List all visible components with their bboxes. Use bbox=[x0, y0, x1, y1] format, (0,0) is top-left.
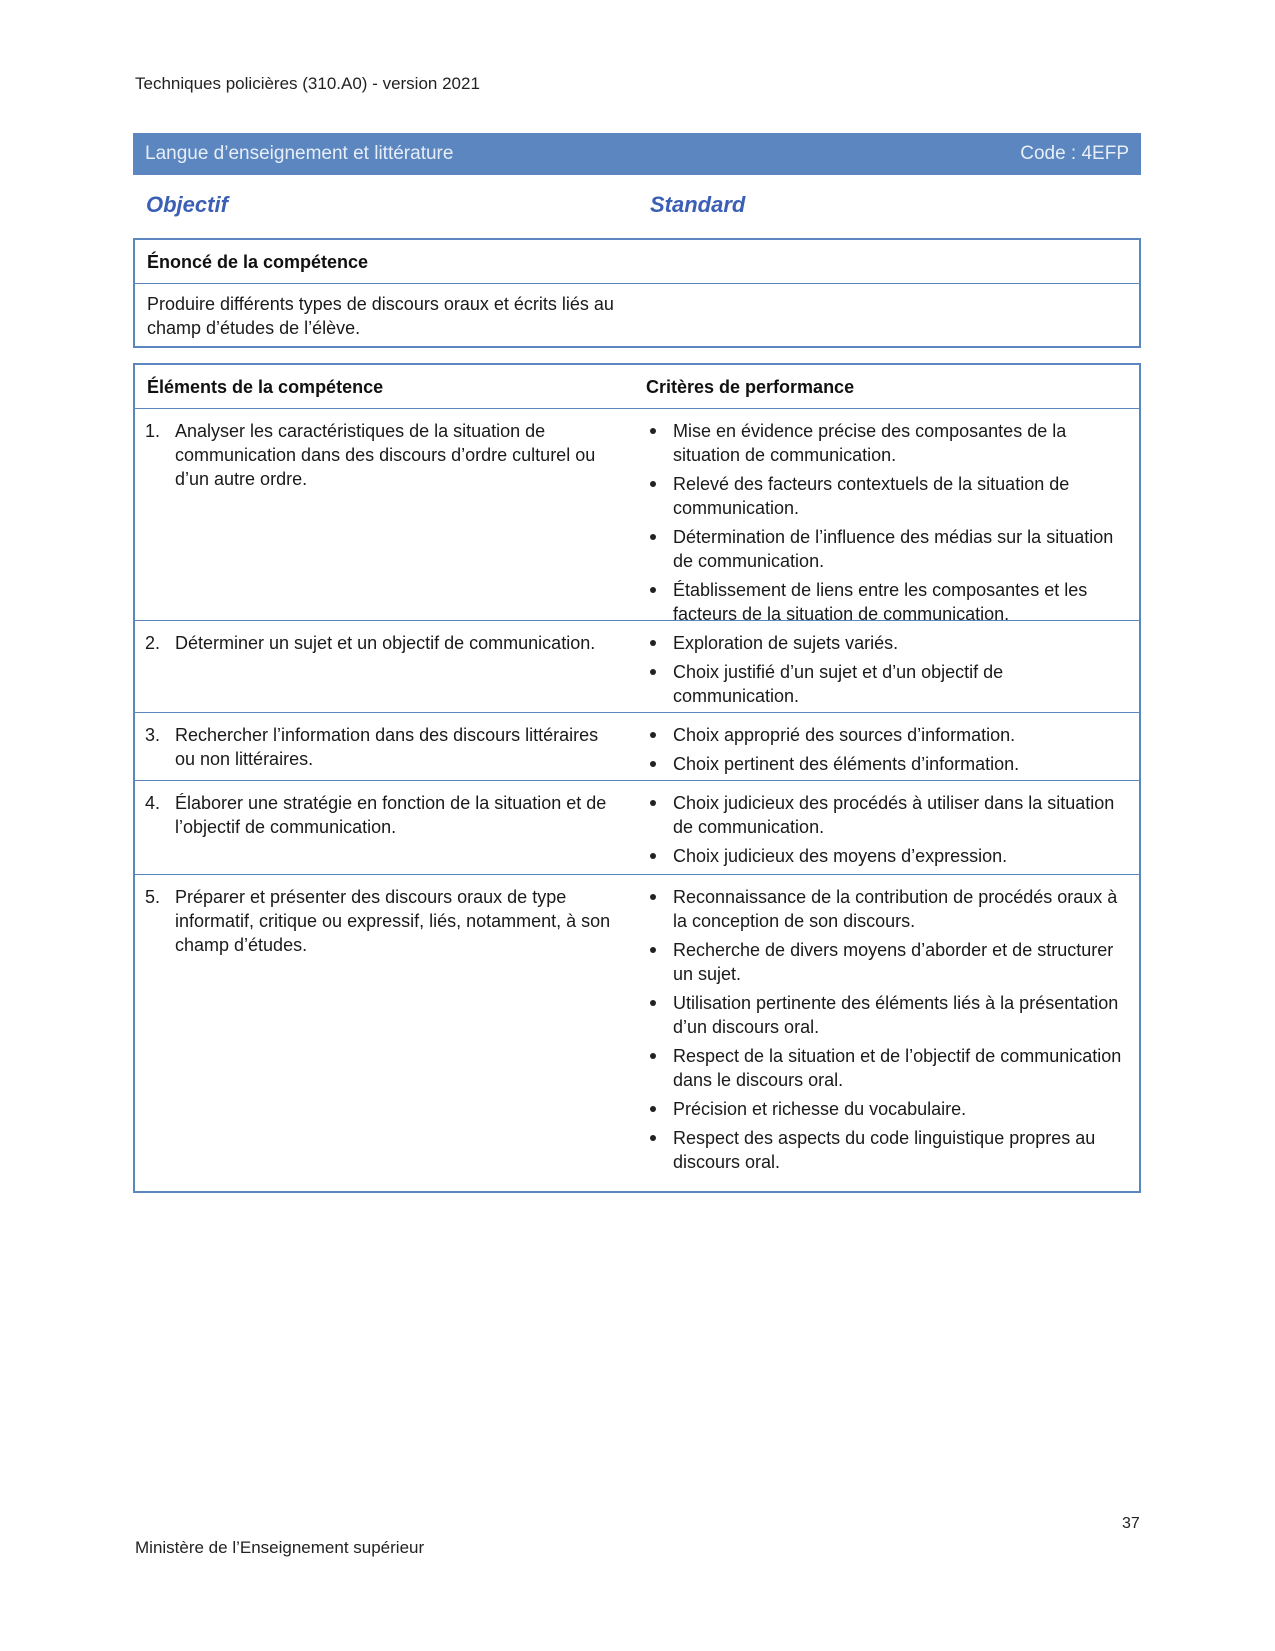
criterion-item: Précision et richesse du vocabulaire. bbox=[643, 1097, 1123, 1121]
bullet-icon bbox=[643, 419, 673, 467]
table-row bbox=[135, 409, 1139, 624]
page-footer: Ministère de l’Enseignement supérieur bbox=[135, 1538, 425, 1557]
course-code: Code : 4EFP bbox=[1020, 143, 1129, 164]
criterion-item: Choix justifié d’un sujet et d’un objectif de communication. bbox=[643, 660, 1123, 708]
bullet-icon bbox=[643, 938, 673, 986]
element-text: Préparer et présenter des discours oraux de type informatif, critique ou expressif, liés, notamment, à son champ d’études. bbox=[175, 887, 611, 955]
bullet-icon bbox=[643, 991, 673, 1039]
bullet-icon bbox=[643, 1044, 673, 1092]
section-labels bbox=[146, 192, 1136, 222]
criterion-item: Établissement de liens entre les composantes et les facteurs de la situation de communication. bbox=[643, 578, 1123, 626]
objectif-label: Objectif bbox=[146, 192, 228, 217]
bullet-icon bbox=[643, 472, 673, 520]
bullet-icon bbox=[643, 723, 673, 747]
element-number: 4. bbox=[145, 793, 161, 813]
bullet-icon bbox=[643, 1097, 673, 1121]
table-row bbox=[135, 621, 1139, 713]
criteria-list bbox=[643, 419, 1123, 631]
criteria-list bbox=[643, 885, 1123, 1179]
bullet-icon bbox=[643, 791, 673, 839]
standard-label: Standard bbox=[650, 192, 746, 217]
element-text: Élaborer une stratégie en fonction de la situation et de l’objectif de communication. bbox=[175, 793, 607, 837]
criterion-item: Relevé des facteurs contextuels de la situation de communication. bbox=[643, 472, 1123, 520]
criterion-item: Exploration de sujets variés. bbox=[643, 631, 1123, 655]
criterion-item: Reconnaissance de la contribution de procédés oraux à la conception de son discours. bbox=[643, 885, 1123, 933]
elements-criteria-table bbox=[133, 363, 1141, 1193]
bullet-icon bbox=[643, 660, 673, 708]
criterion-item: Mise en évidence précise des composantes de la situation de communication. bbox=[643, 419, 1123, 467]
course-title-bar bbox=[133, 133, 1141, 175]
bullet-icon bbox=[643, 752, 673, 776]
criterion-item: Choix pertinent des éléments d’information. bbox=[643, 752, 1123, 776]
criteria-column-header: Critères de performance bbox=[646, 377, 855, 397]
criterion-item: Choix judicieux des procédés à utiliser dans la situation de communication. bbox=[643, 791, 1123, 839]
criterion-item: Détermination de l’influence des médias sur la situation de communication. bbox=[643, 525, 1123, 573]
element-text: Rechercher l’information dans des discours littéraires ou non littéraires. bbox=[175, 725, 599, 769]
bullet-icon bbox=[643, 631, 673, 655]
criteria-list bbox=[643, 631, 1123, 713]
bullet-icon bbox=[643, 844, 673, 868]
table-row bbox=[135, 713, 1139, 781]
table-row bbox=[135, 875, 1139, 1185]
criterion-item: Respect de la situation et de l’objectif de communication dans le discours oral. bbox=[643, 1044, 1123, 1092]
criterion-item: Choix approprié des sources d’information. bbox=[643, 723, 1123, 747]
criterion-item: Choix judicieux des moyens d’expression. bbox=[643, 844, 1123, 868]
element-number: 5. bbox=[145, 887, 161, 907]
bullet-icon bbox=[643, 885, 673, 933]
page-number: 37 bbox=[1122, 1515, 1140, 1532]
bullet-icon bbox=[643, 525, 673, 573]
table-header bbox=[135, 365, 1139, 409]
competence-text: Produire différents types de discours oraux et écrits liés au champ d’études de l’élève. bbox=[147, 294, 614, 338]
criteria-list bbox=[643, 723, 1123, 781]
bullet-icon bbox=[643, 1126, 673, 1174]
course-title: Langue d’enseignement et littérature bbox=[145, 143, 454, 164]
page-header: Techniques policières (310.A0) - version 2021 bbox=[135, 74, 480, 93]
criterion-item: Respect des aspects du code linguistique propres au discours oral. bbox=[643, 1126, 1123, 1174]
element-text: Analyser les caractéristiques de la situation de communication dans des discours d’ordre culturel ou d’un autre ordre. bbox=[175, 421, 596, 489]
criterion-item: Recherche de divers moyens d’aborder et de structurer un sujet. bbox=[643, 938, 1123, 986]
competence-heading: Énoncé de la compétence bbox=[135, 240, 1139, 284]
element-number: 2. bbox=[145, 633, 161, 653]
element-number: 1. bbox=[145, 421, 161, 441]
bullet-icon bbox=[643, 578, 673, 626]
elements-column-header: Éléments de la compétence bbox=[147, 377, 384, 397]
element-number: 3. bbox=[145, 725, 161, 745]
competence-statement-box bbox=[133, 238, 1141, 348]
element-text: Déterminer un sujet et un objectif de communication. bbox=[175, 633, 596, 653]
table-row bbox=[135, 781, 1139, 875]
criterion-item: Utilisation pertinente des éléments liés à la présentation d’un discours oral. bbox=[643, 991, 1123, 1039]
criteria-list bbox=[643, 791, 1123, 873]
